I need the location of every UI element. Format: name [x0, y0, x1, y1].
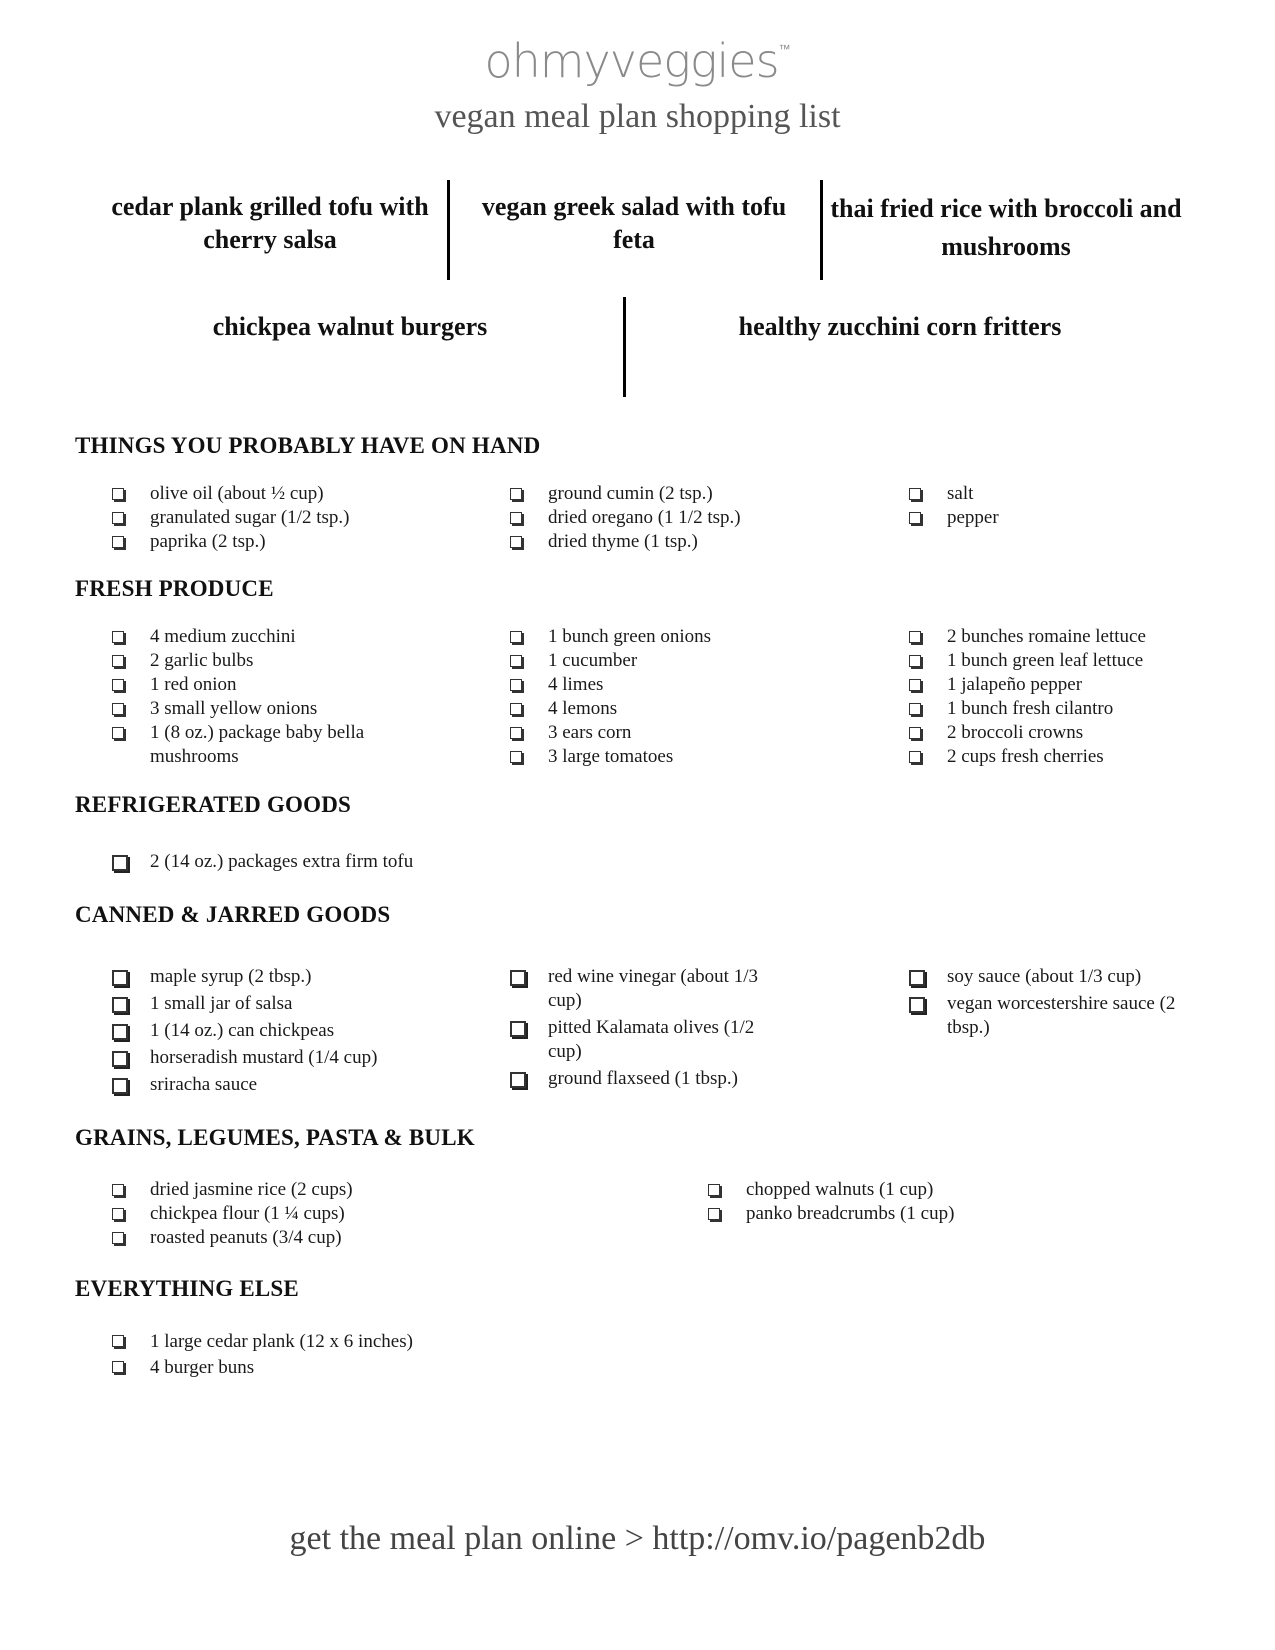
- checkbox-icon[interactable]: [510, 703, 522, 715]
- checkbox-icon[interactable]: [510, 727, 522, 739]
- checkbox-icon[interactable]: [708, 1184, 720, 1196]
- checklist-item: 1 small jar of salsa: [112, 992, 442, 1016]
- checklist-item: sriracha sauce: [112, 1073, 442, 1097]
- checklist-item: 1 (8 oz.) package baby bella mushrooms: [112, 721, 412, 769]
- checklist-item: ground cumin (2 tsp.): [510, 482, 810, 506]
- checklist-item: 2 cups fresh cherries: [909, 745, 1229, 769]
- divider: [623, 297, 626, 397]
- checkbox-icon[interactable]: [112, 727, 124, 739]
- checkbox-icon[interactable]: [510, 1021, 526, 1037]
- checklist-item: pitted Kalamata olives (1/2 cup): [510, 1016, 792, 1064]
- checkbox-icon[interactable]: [510, 488, 522, 500]
- checklist-item: horseradish mustard (1/4 cup): [112, 1046, 442, 1070]
- item-list: [112, 625, 412, 769]
- checklist-item: 1 red onion: [112, 673, 412, 697]
- checklist-item: 4 limes: [510, 673, 810, 697]
- checklist-item: 4 burger buns: [112, 1355, 512, 1381]
- checkbox-icon[interactable]: [510, 1072, 526, 1088]
- checklist-item: paprika (2 tsp.): [112, 530, 472, 554]
- checklist-item: 2 broccoli crowns: [909, 721, 1229, 745]
- item-list: [112, 1329, 512, 1381]
- recipe-title: chickpea walnut burgers: [212, 312, 488, 341]
- checklist-item: 3 large tomatoes: [510, 745, 810, 769]
- checkbox-icon[interactable]: [112, 1208, 124, 1220]
- checkbox-icon[interactable]: [909, 727, 921, 739]
- item-list: [909, 965, 1209, 1043]
- checkbox-icon[interactable]: [112, 1078, 128, 1094]
- checkbox-icon[interactable]: [909, 751, 921, 763]
- checkbox-icon[interactable]: [112, 655, 124, 667]
- checklist-item: 3 small yellow onions: [112, 697, 412, 721]
- checklist-item: 4 medium zucchini: [112, 625, 412, 649]
- checkbox-icon[interactable]: [510, 536, 522, 548]
- item-list: [510, 482, 810, 554]
- checklist-item: 3 ears corn: [510, 721, 810, 745]
- recipe-title: cedar plank grilled tofu with cherry salsa: [111, 192, 429, 254]
- item-list: [112, 482, 472, 554]
- recipe-title: thai fried rice with broccoli and mushrooms: [830, 194, 1182, 261]
- checkbox-icon[interactable]: [909, 997, 925, 1013]
- checkbox-icon[interactable]: [510, 512, 522, 524]
- checklist-item: 4 lemons: [510, 697, 810, 721]
- recipe-title: healthy zucchini corn fritters: [738, 312, 1062, 341]
- checklist-item: red wine vinegar (about 1/3 cup): [510, 965, 792, 1013]
- checklist-item: chopped walnuts (1 cup): [708, 1178, 1108, 1202]
- item-list: [112, 965, 442, 1100]
- section-heading-everything-else: EVERYTHING ELSE: [75, 1276, 299, 1301]
- checkbox-icon[interactable]: [909, 703, 921, 715]
- checkbox-icon[interactable]: [112, 1361, 124, 1373]
- checklist-item: ground flaxseed (1 tbsp.): [510, 1067, 792, 1091]
- checklist-item: maple syrup (2 tbsp.): [112, 965, 442, 989]
- item-list: [909, 625, 1229, 769]
- logo: ohmyveggies™: [484, 34, 791, 88]
- checkbox-icon[interactable]: [708, 1208, 720, 1220]
- checkbox-icon[interactable]: [909, 970, 925, 986]
- section-heading-on-hand: THINGS YOU PROBABLY HAVE ON HAND: [75, 433, 541, 458]
- recipe-title: vegan greek salad with tofu feta: [481, 192, 787, 254]
- footer-link[interactable]: get the meal plan online > http://omv.io/pagenb2db: [289, 1520, 986, 1557]
- checkbox-icon[interactable]: [510, 655, 522, 667]
- section-heading-canned: CANNED & JARRED GOODS: [75, 902, 391, 927]
- checklist-item: 1 cucumber: [510, 649, 810, 673]
- checklist-item: 2 (14 oz.) packages extra firm tofu: [112, 850, 512, 874]
- checkbox-icon[interactable]: [112, 679, 124, 691]
- item-list: [708, 1178, 1108, 1226]
- checkbox-icon[interactable]: [112, 855, 128, 871]
- checklist-item: 1 (14 oz.) can chickpeas: [112, 1019, 442, 1043]
- checklist-item: panko breadcrumbs (1 cup): [708, 1202, 1108, 1226]
- checkbox-icon[interactable]: [909, 655, 921, 667]
- checklist-item: soy sauce (about 1/3 cup): [909, 965, 1209, 989]
- checklist-item: 1 large cedar plank (12 x 6 inches): [112, 1329, 512, 1355]
- checkbox-icon[interactable]: [909, 512, 921, 524]
- checklist-item: chickpea flour (1 ¼ cups): [112, 1202, 512, 1226]
- page-subtitle: vegan meal plan shopping list: [434, 98, 841, 135]
- checklist-item: 2 garlic bulbs: [112, 649, 412, 673]
- checkbox-icon[interactable]: [510, 970, 526, 986]
- item-list: [909, 482, 1209, 530]
- checklist-item: 2 bunches romaine lettuce: [909, 625, 1229, 649]
- checkbox-icon[interactable]: [112, 488, 124, 500]
- checkbox-icon[interactable]: [909, 631, 921, 643]
- checkbox-icon[interactable]: [112, 631, 124, 643]
- checkbox-icon[interactable]: [510, 679, 522, 691]
- checklist-item: dried jasmine rice (2 cups): [112, 1178, 512, 1202]
- item-list: [510, 965, 792, 1094]
- checklist-item: dried oregano (1 1/2 tsp.): [510, 506, 810, 530]
- checkbox-icon[interactable]: [112, 1184, 124, 1196]
- item-list: [510, 625, 810, 769]
- checklist-item: roasted peanuts (3/4 cup): [112, 1226, 512, 1250]
- section-heading-produce: FRESH PRODUCE: [75, 576, 274, 601]
- checkbox-icon[interactable]: [909, 679, 921, 691]
- checklist-item: salt: [909, 482, 1209, 506]
- checklist-item: pepper: [909, 506, 1209, 530]
- section-heading-refrigerated: REFRIGERATED GOODS: [75, 792, 352, 817]
- checklist-item: 1 bunch green leaf lettuce: [909, 649, 1229, 673]
- checklist-item: dried thyme (1 tsp.): [510, 530, 810, 554]
- checkbox-icon[interactable]: [112, 1051, 128, 1067]
- checkbox-icon[interactable]: [112, 970, 128, 986]
- checkbox-icon[interactable]: [510, 751, 522, 763]
- checklist-item: granulated sugar (1/2 tsp.): [112, 506, 472, 530]
- checkbox-icon[interactable]: [112, 536, 124, 548]
- divider: [820, 180, 823, 280]
- checklist-item: 1 jalapeño pepper: [909, 673, 1229, 697]
- checkbox-icon[interactable]: [510, 631, 522, 643]
- checkbox-icon[interactable]: [112, 1232, 124, 1244]
- divider: [447, 180, 450, 280]
- checklist-item: 1 bunch green onions: [510, 625, 810, 649]
- item-list: [112, 850, 512, 874]
- checkbox-icon[interactable]: [112, 512, 124, 524]
- item-list: [112, 1178, 512, 1250]
- checkbox-icon[interactable]: [112, 703, 124, 715]
- checkbox-icon[interactable]: [112, 1335, 124, 1347]
- section-heading-grains: GRAINS, LEGUMES, PASTA & BULK: [75, 1125, 475, 1150]
- checklist-item: olive oil (about ½ cup): [112, 482, 472, 506]
- checklist-item: 1 bunch fresh cilantro: [909, 697, 1229, 721]
- checkbox-icon[interactable]: [112, 1024, 128, 1040]
- checkbox-icon[interactable]: [909, 488, 921, 500]
- checklist-item: vegan worcestershire sauce (2 tbsp.): [909, 992, 1209, 1040]
- checkbox-icon[interactable]: [112, 997, 128, 1013]
